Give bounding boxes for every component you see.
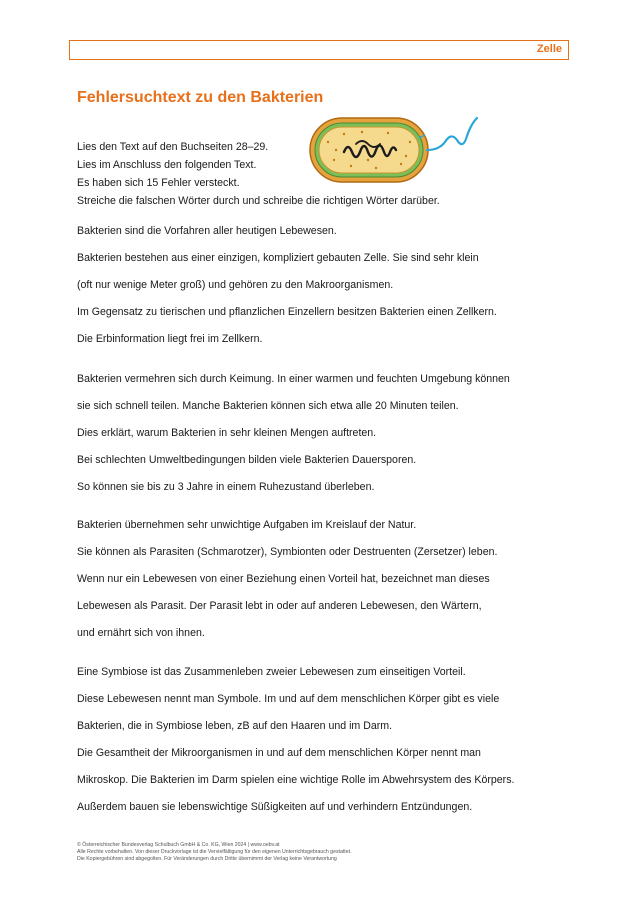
text-line: Diese Lebewesen nennt man Symbole. Im und auf dem menschlichen Körper gibt es viele <box>77 693 500 705</box>
text-line: Wenn nur ein Lebewesen von einer Beziehung einen Vorteil hat, bezeichnet man dieses <box>77 573 490 585</box>
text-line: Bei schlechten Umweltbedingungen bilden viele Bakterien Dauersporen. <box>77 454 417 466</box>
text-line: (oft nur wenige Meter groß) und gehören zu den Makroorganismen. <box>77 279 394 291</box>
text-line: Lebewesen als Parasit. Der Parasit lebt in oder auf anderen Lebewesen, den Wärtern, <box>77 600 482 612</box>
text-line: Bakterien sind die Vorfahren aller heutigen Lebewesen. <box>77 225 337 237</box>
paragraph-4 <box>77 659 577 821</box>
text-line: Bakterien, die in Symbiose leben, zB auf den Haaren und im Darm. <box>77 720 393 732</box>
footer-copyright <box>77 842 577 863</box>
text-line: Dies erklärt, warum Bakterien in sehr kleinen Mengen auftreten. <box>77 427 377 439</box>
header-label: Zelle <box>536 43 562 55</box>
bacterium-illustration <box>306 112 481 188</box>
footer-line: © Österreichischer Bundesverlag Schulbuch GmbH & Co. KG, Wien 2024 | www.oebv.at <box>77 842 280 848</box>
text-line: Im Gegensatz zu tierischen und pflanzlichen Einzellern besitzen Bakterien einen Zellkern. <box>77 306 497 318</box>
header-box <box>69 40 569 60</box>
text-line: Bakterien vermehren sich durch Keimung. In einer warmen und feuchten Umgebung können <box>77 373 510 385</box>
text-line: Sie können als Parasiten (Schmarotzer), Symbionten oder Destruenten (Zersetzer) leben. <box>77 546 498 558</box>
paragraph-3 <box>77 512 577 647</box>
text-line: Die Erbinformation liegt frei im Zellkern. <box>77 333 263 345</box>
text-line: Die Gesamtheit der Mikroorganismen in und auf dem menschlichen Körper nennt man <box>77 747 481 759</box>
text-line: Bakterien bestehen aus einer einzigen, kompliziert gebauten Zelle. Sie sind sehr klein <box>77 252 479 264</box>
text-line: Eine Symbiose ist das Zusammenleben zweier Lebewesen zum einseitigen Vorteil. <box>77 666 466 678</box>
paragraph-2 <box>77 366 577 501</box>
text-line: Bakterien übernehmen sehr unwichtige Aufgaben im Kreislauf der Natur. <box>77 519 417 531</box>
intro-line: Lies im Anschluss den folgenden Text. <box>77 159 257 171</box>
intro-line: Es haben sich 15 Fehler versteckt. <box>77 177 240 189</box>
intro-line: Streiche die falschen Wörter durch und schreibe die richtigen Wörter darüber. <box>77 195 440 207</box>
page-title: Fehlersuchtext zu den Bakterien <box>77 89 324 106</box>
text-line: So können sie bis zu 3 Jahre in einem Ruhezustand überleben. <box>77 481 375 493</box>
text-line: Außerdem bauen sie lebenswichtige Süßigkeiten auf und verhindern Entzündungen. <box>77 801 473 813</box>
paragraph-1 <box>77 218 577 353</box>
intro-line: Lies den Text auf den Buchseiten 28–29. <box>77 141 269 153</box>
text-line: Mikroskop. Die Bakterien im Darm spielen eine wichtige Rolle im Abwehrsystem des Körpers. <box>77 774 515 786</box>
footer-line: Alle Rechte vorbehalten. Von dieser Druckvorlage ist die Vervielfältigung für den eigenen Unterrichtsgebrauch gestattet. <box>77 849 352 855</box>
text-line: sie sich schnell teilen. Manche Bakterien können sich etwa alle 20 Minuten teilen. <box>77 400 459 412</box>
footer-line: Die Kopiergebühren sind abgegolten. Für Veränderungen durch Dritte übernimmt der Verlag keine Verantwortung <box>77 856 337 862</box>
text-line: und ernährt sich von ihnen. <box>77 627 205 639</box>
